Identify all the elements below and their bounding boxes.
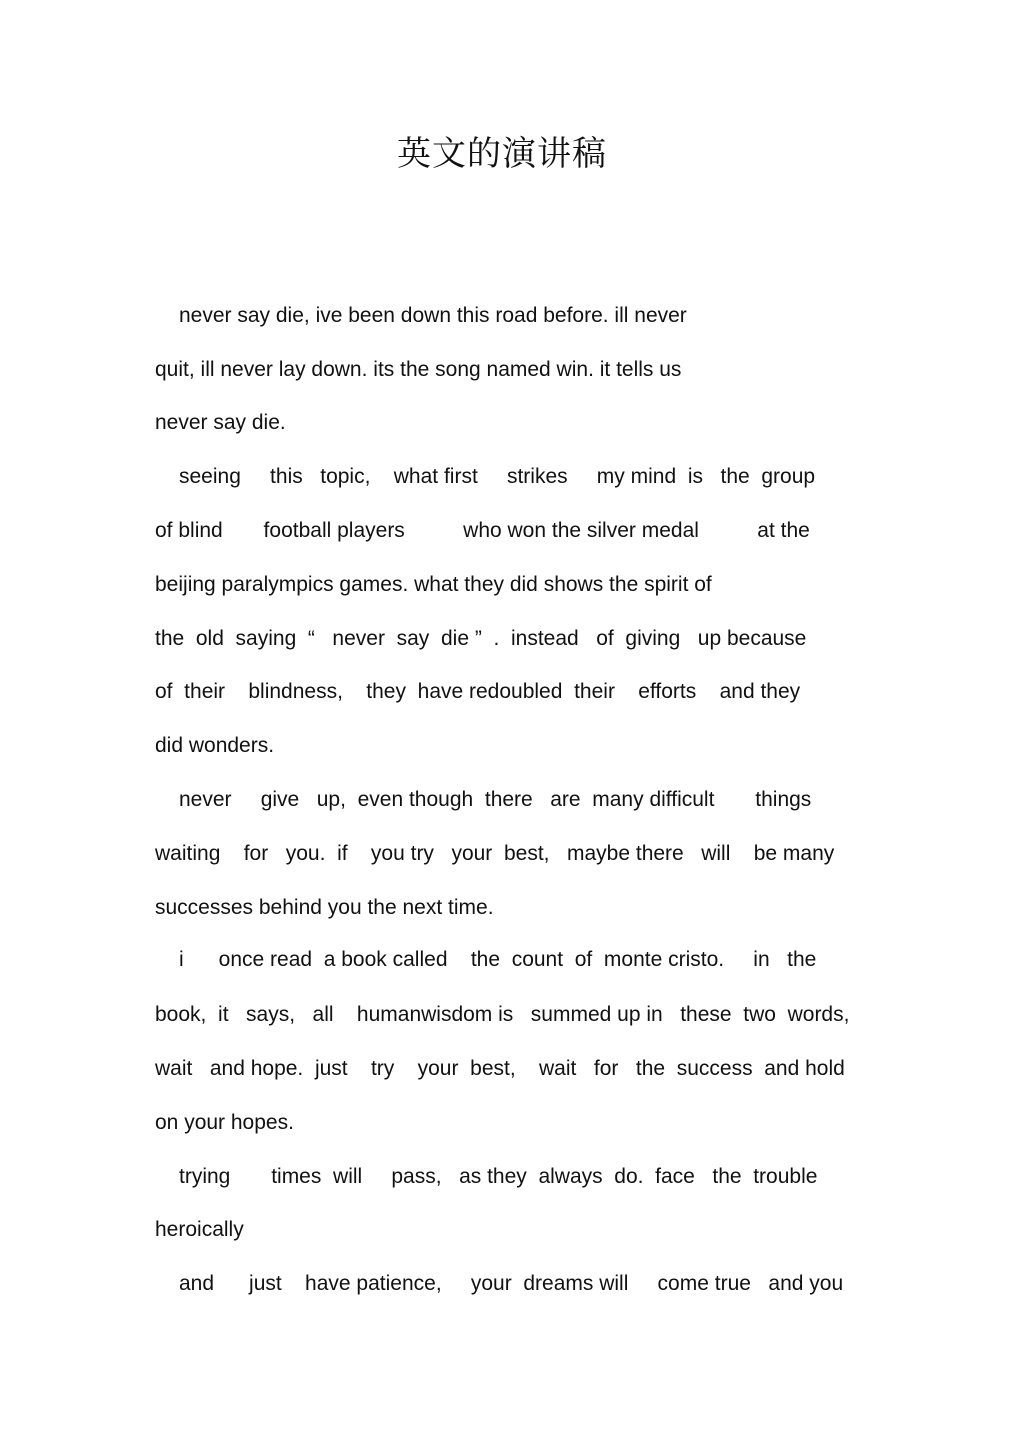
body-line-11: waiting for you. if you try your best, maybe there will be many <box>155 842 835 865</box>
body-line-12: successes behind you the next time. <box>155 896 494 919</box>
body-line-13: i once read a book called the count of monte cristo. in the <box>179 948 817 971</box>
body-line-10: never give up, even though there are many difficult things <box>179 788 812 811</box>
body-line-4: seeing this topic, what first strikes my mind is the group <box>179 465 816 488</box>
body-line-18: heroically <box>155 1218 244 1241</box>
body-line-8: of their blindness, they have redoubled their efforts and they <box>155 680 801 703</box>
body-line-6: beijing paralympics games. what they did shows the spirit of <box>155 573 712 596</box>
body-line-17: trying times will pass, as they always do. face the trouble <box>179 1165 818 1188</box>
document-title: 英文的演讲稿 <box>397 134 607 174</box>
body-line-1: never say die, ive been down this road before. ill never <box>179 304 687 327</box>
body-line-16: on your hopes. <box>155 1111 294 1134</box>
body-line-3: never say die. <box>155 411 286 434</box>
body-line-7: the old saying “ never say die ” . instead of giving up because <box>155 627 807 650</box>
body-line-14: book, it says, all humanwisdom is summed up in these two words, <box>155 1003 850 1026</box>
body-line-2: quit, ill never lay down. its the song named win. it tells us <box>155 358 682 381</box>
body-line-5: of blind football players who won the silver medal at the <box>155 519 810 542</box>
body-line-9: did wonders. <box>155 734 275 757</box>
body-line-15: wait and hope. just try your best, wait for the success and hold <box>155 1057 845 1080</box>
body-line-19: and just have patience, your dreams will come true and you <box>179 1272 844 1295</box>
